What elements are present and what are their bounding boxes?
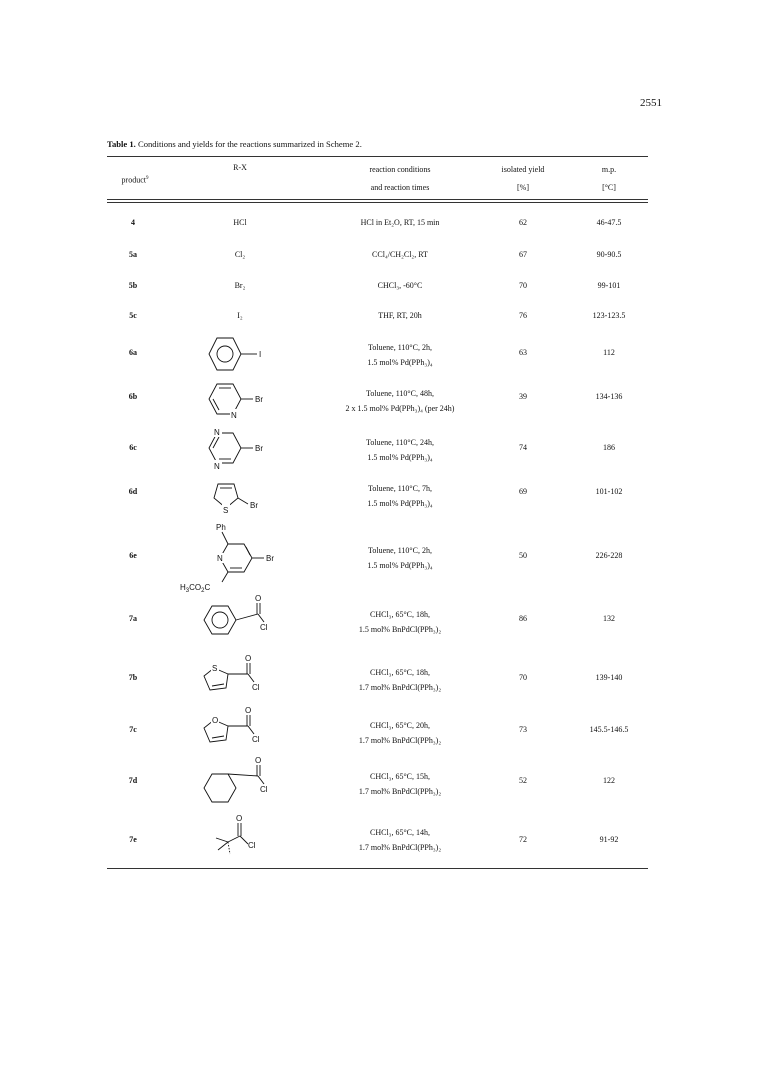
- svg-text:I: I: [259, 350, 262, 359]
- svg-text:O: O: [255, 594, 262, 603]
- svg-text:Cl: Cl: [248, 841, 256, 850]
- header-rx: R-X: [233, 163, 247, 172]
- bromothiophene-structure: [210, 478, 280, 514]
- caption-text: Conditions and yields for the reactions summarized in Scheme 2.: [135, 139, 362, 149]
- header-mp: m.p. [°C]: [601, 165, 617, 192]
- table-top-rule: [107, 156, 648, 157]
- svg-text:Cl: Cl: [260, 623, 268, 632]
- svg-text:N: N: [214, 428, 220, 437]
- iodobenzene-structure: [205, 336, 285, 372]
- svg-text:N: N: [231, 411, 237, 420]
- page-number: 2551: [640, 97, 662, 109]
- svg-text:Ph: Ph: [216, 523, 226, 532]
- caption-label: Table 1.: [107, 139, 136, 149]
- svg-text:N: N: [217, 554, 223, 563]
- svg-text:Cl: Cl: [260, 785, 268, 794]
- thenoyl-chloride-structure: [200, 652, 280, 698]
- furoyl-chloride-structure: [200, 704, 280, 750]
- svg-text:Br: Br: [266, 554, 274, 563]
- svg-text:N: N: [214, 462, 220, 471]
- svg-text:S: S: [223, 506, 229, 515]
- svg-text:S: S: [212, 664, 218, 673]
- svg-text:Br: Br: [255, 444, 263, 453]
- svg-text:O: O: [236, 814, 243, 823]
- header-rule-1: [107, 199, 648, 200]
- header-yield: isolated yield [%]: [501, 165, 545, 192]
- svg-text:O: O: [255, 756, 262, 765]
- cyclohexanecarbonyl-chloride-structure: [200, 754, 280, 806]
- svg-text:Cl: Cl: [252, 683, 260, 692]
- svg-text:Br: Br: [250, 501, 258, 510]
- table-bottom-rule: [107, 868, 648, 869]
- svg-text:O: O: [212, 716, 219, 725]
- benzoyl-chloride-structure: [200, 592, 280, 640]
- header-rule-2: [107, 202, 648, 203]
- bromopyridine-structure: [205, 382, 285, 420]
- pivaloyl-chloride-structure: [210, 812, 280, 858]
- svg-text:Cl: Cl: [252, 735, 260, 744]
- svg-text:H3CO2C: $H_3CO_2C$: [180, 583, 211, 594]
- header-product: product$^9$: [121, 175, 149, 185]
- table-caption: [107, 139, 362, 149]
- svg-text:O: O: [245, 654, 252, 663]
- header-conditions: reaction conditions and reaction times: [369, 165, 431, 192]
- pyridine-ester-structure: [180, 522, 290, 592]
- svg-text:O: O: [245, 706, 252, 715]
- bromopyrimidine-structure: [205, 427, 285, 471]
- svg-text:Br: Br: [255, 395, 263, 404]
